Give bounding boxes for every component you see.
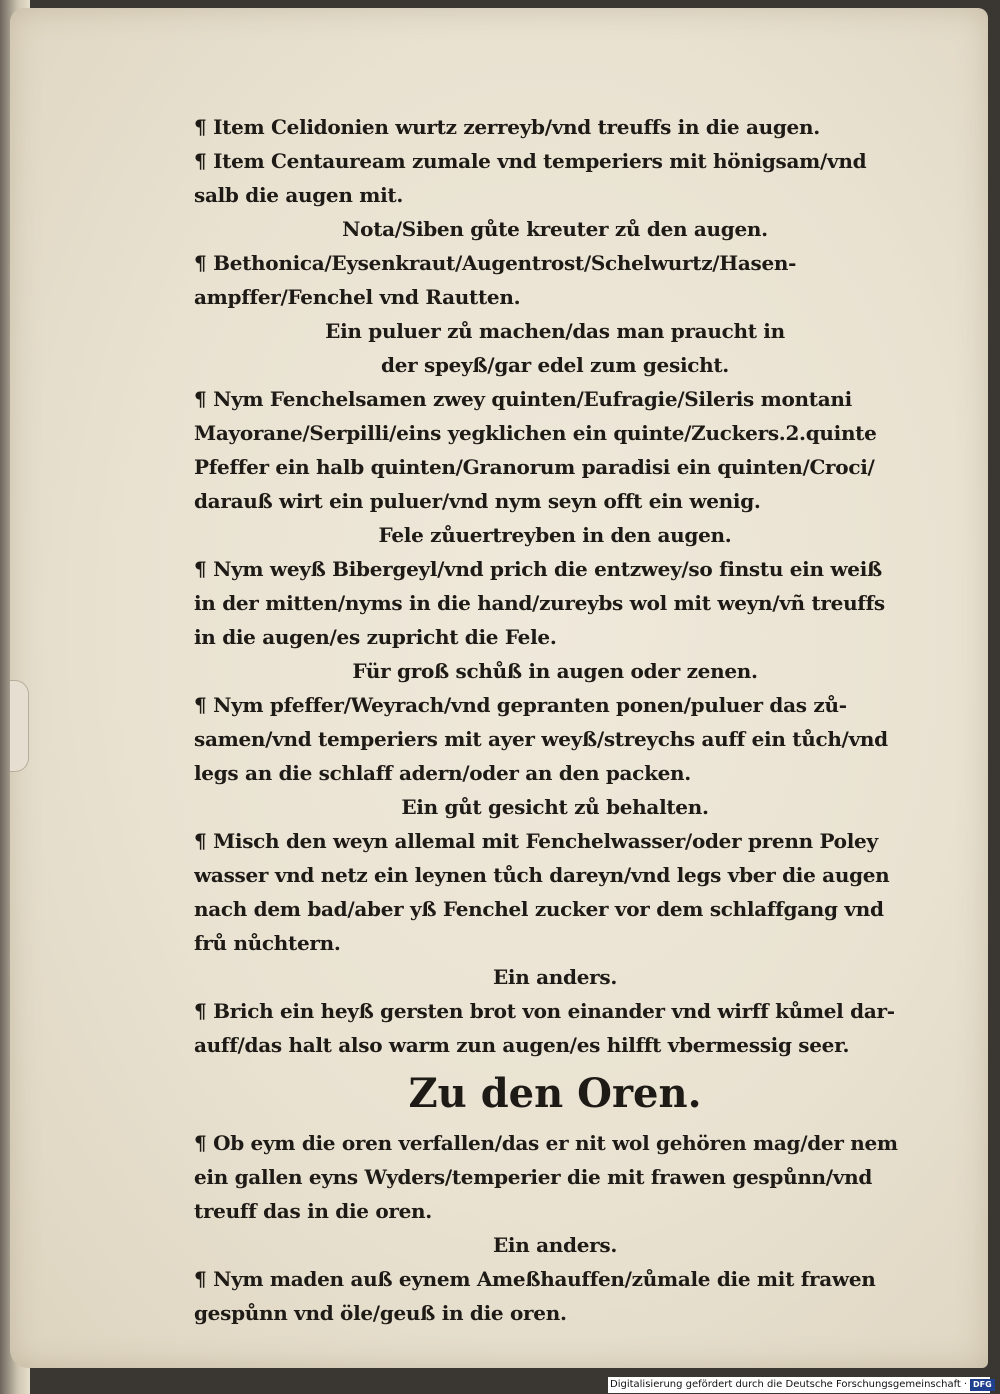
text-line: ¶ Brich ein heyß gersten brot von einander vnd wirff kůmel dar- xyxy=(194,999,895,1023)
text-line: ein gallen eyns Wyders/temperier die mit frawen gespůnn/vnd xyxy=(194,1165,873,1189)
text-line: Mayorane/Serpilli/eins yegklichen ein quinte/Zuckers.2.quinte xyxy=(194,421,877,445)
dfg-logo: DFG xyxy=(970,1379,995,1391)
subheading-line: Nota/Siben gůte kreuter zů den augen. xyxy=(342,217,768,241)
text-line: ampffer/Fenchel vnd Rautten. xyxy=(194,285,521,309)
text-line: in die augen/es zupricht die Fele. xyxy=(194,625,557,649)
text-line: auff/das halt also warm zun augen/es hilfft vbermessig seer. xyxy=(194,1033,850,1057)
subheading-line: Ein anders. xyxy=(492,1233,617,1257)
text-line: darauß wirt ein puluer/vnd nym seyn offt ein wenig. xyxy=(194,489,761,513)
text-line: treuff das in die oren. xyxy=(194,1199,432,1223)
text-line: ¶ Nym Fenchelsamen zwey quinten/Eufragie/Sileris montani xyxy=(194,387,852,411)
text-line: ¶ Ob eym die oren verfallen/das er nit wol gehören mag/der nem xyxy=(194,1131,898,1155)
subheading-line: Ein puluer zů machen/das man praucht in xyxy=(325,319,785,343)
text-line: nach dem bad/aber yß Fenchel zucker vor dem schlaffgang vnd xyxy=(194,897,884,921)
text-line: ¶ Nym pfeffer/Weyrach/vnd gepranten ponen/puluer das zů- xyxy=(194,693,847,717)
subheading-line: der speyß/gar edel zum gesicht. xyxy=(381,353,729,377)
page-text-block xyxy=(194,110,916,1330)
text-line: ¶ Nym weyß Bibergeyl/vnd prich die entzwey/so finstu ein weiß xyxy=(194,557,882,581)
text-line: samen/vnd temperiers mit ayer weyß/streychs auff ein tůch/vnd xyxy=(194,727,888,751)
subheading-line: Für groß schůß in augen oder zenen. xyxy=(352,659,758,683)
text-line: ¶ Item Celidonien wurtz zerreyb/vnd treuffs in die augen. xyxy=(194,115,820,139)
subheading-line: Fele zůuertreyben in den augen. xyxy=(378,523,732,547)
text-line: gespůnn vnd öle/geuß in die oren. xyxy=(194,1301,567,1325)
text-line: ¶ Item Centauream zumale vnd temperiers mit hönigsam/vnd xyxy=(194,149,867,173)
text-line: ¶ Bethonica/Eysenkraut/Augentrost/Schelwurtz/Hasen- xyxy=(194,251,797,275)
text-line: ¶ Nym maden auß eynem Ameßhauffen/zůmale die mit frawen xyxy=(194,1267,876,1291)
section-heading: Zu den Oren. xyxy=(408,1070,702,1117)
text-line: in der mitten/nyms in die hand/zureybs wol mit weyn/vñ treuffs xyxy=(194,591,885,615)
subheading-line: Ein anders. xyxy=(492,965,617,989)
page-edge-tab xyxy=(10,680,29,772)
text-line: Pfeffer ein halb quinten/Granorum paradisi ein quinten/Croci/ xyxy=(194,455,875,479)
text-line: wasser vnd netz ein leynen tůch dareyn/vnd legs vber die augen xyxy=(194,863,890,887)
text-line: legs an die schlaff adern/oder an den packen. xyxy=(194,761,691,785)
footer-credit: Digitalisierung gefördert durch die Deutsche Forschungsgemeinschaft · DFG xyxy=(608,1377,990,1393)
text-line: ¶ Misch den weyn allemal mit Fenchelwasser/oder prenn Poley xyxy=(194,829,878,853)
text-line: salb die augen mit. xyxy=(194,183,404,207)
text-line: frů nůchtern. xyxy=(194,931,341,955)
subheading-line: Ein gůt gesicht zů behalten. xyxy=(401,795,709,819)
footer-credit-text: Digitalisierung gefördert durch die Deutsche Forschungsgemeinschaft xyxy=(610,1379,961,1390)
